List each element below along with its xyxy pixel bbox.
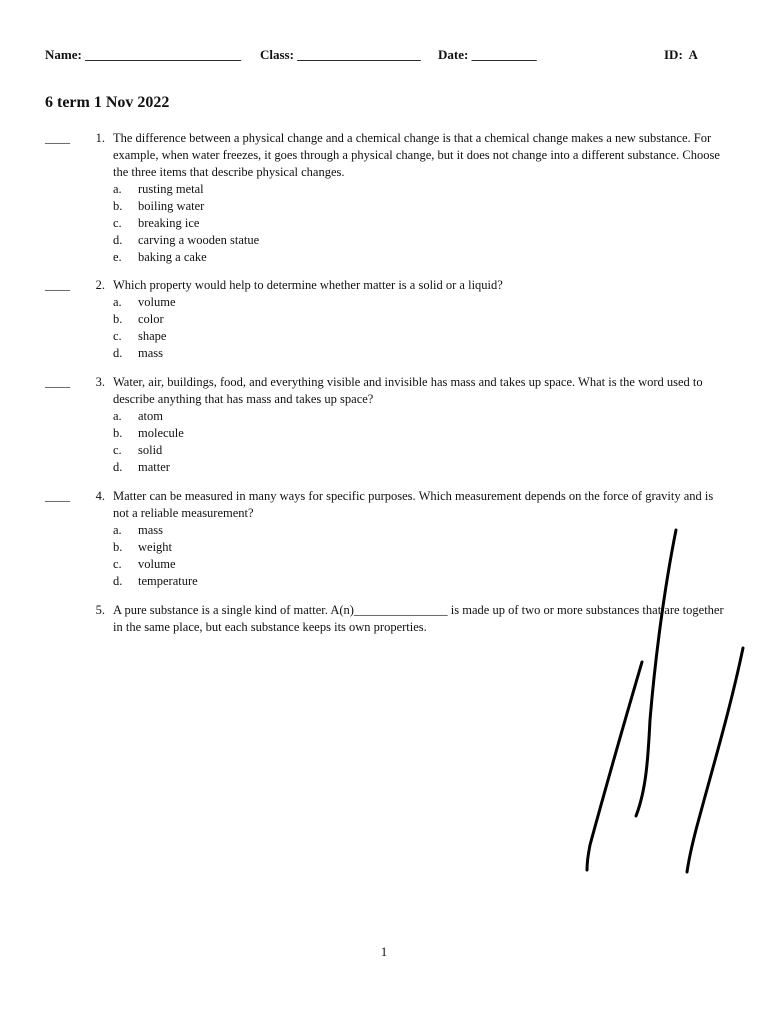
option-text: baking a cake: [138, 250, 207, 264]
option-text: weight: [138, 540, 173, 554]
answer-blank: ____: [45, 278, 70, 292]
question-text: Matter can be measured in many ways for specific purposes. Which measurement depends on the force of gravity and is not a reliable measurement?: [113, 489, 714, 520]
option-text: mass: [138, 523, 163, 537]
option-text: volume: [138, 557, 176, 571]
question-text: The difference between a physical change and a chemical change is that a chemical change makes a new substance. For example, when water freezes, it goes through a physical change, but it does not change into a different substance. Choose the three items that describe physical changes.: [113, 131, 720, 179]
option-letter: c.: [113, 557, 122, 571]
option-letter: a.: [113, 295, 122, 309]
question-number: 1.: [95, 131, 105, 145]
option-text: solid: [138, 443, 163, 457]
option-text: volume: [138, 295, 176, 309]
option-letter: e.: [113, 250, 122, 264]
page-number: 1: [380, 944, 388, 959]
option-letter: d.: [113, 574, 123, 588]
option-letter: c.: [113, 329, 122, 343]
option-text: carving a wooden statue: [138, 233, 260, 247]
option-letter: c.: [113, 443, 122, 457]
pen-stroke: [636, 530, 676, 816]
question-number: 3.: [95, 375, 105, 389]
option-letter: a.: [113, 409, 122, 423]
option-text: matter: [138, 460, 170, 474]
option-letter: a.: [113, 523, 122, 537]
option-letter: b.: [113, 199, 123, 213]
question-number: 4.: [95, 489, 105, 503]
question-text: Water, air, buildings, food, and everything visible and invisible has mass and takes up space. What is the word used to describe anything that has mass and takes up space?: [113, 375, 703, 406]
date-field: Date: __________: [438, 47, 537, 62]
question-number: 2.: [95, 278, 105, 292]
option-text: temperature: [138, 574, 198, 588]
option-text: atom: [138, 409, 163, 423]
question-number: 5.: [95, 603, 105, 617]
option-text: molecule: [138, 426, 184, 440]
question-text: A pure substance is a single kind of matter. A(n)_______________ is made up of two or more substances that are together in the same place, but each substance keeps its own properties.: [113, 603, 724, 634]
question-text: Which property would help to determine whether matter is a solid or a liquid?: [113, 278, 503, 292]
option-text: breaking ice: [138, 216, 200, 230]
option-letter: c.: [113, 216, 122, 230]
option-letter: b.: [113, 540, 123, 554]
option-letter: d.: [113, 460, 123, 474]
option-letter: b.: [113, 426, 123, 440]
id-label: ID: A: [664, 47, 698, 62]
option-letter: a.: [113, 182, 122, 196]
option-letter: b.: [113, 312, 123, 326]
pen-stroke: [687, 648, 743, 872]
option-text: color: [138, 312, 164, 326]
pen-stroke: [587, 662, 642, 870]
option-letter: d.: [113, 346, 123, 360]
option-text: shape: [138, 329, 167, 343]
class-field: Class: ___________________: [260, 47, 421, 62]
answer-blank: ____: [45, 489, 70, 503]
page-title: 6 term 1 Nov 2022: [45, 94, 170, 111]
answer-blank: ____: [45, 375, 70, 389]
option-text: boiling water: [138, 199, 205, 213]
option-text: rusting metal: [138, 182, 204, 196]
option-text: mass: [138, 346, 163, 360]
option-letter: d.: [113, 233, 123, 247]
answer-blank: ____: [45, 131, 70, 145]
name-field: Name: ________________________: [45, 47, 242, 62]
